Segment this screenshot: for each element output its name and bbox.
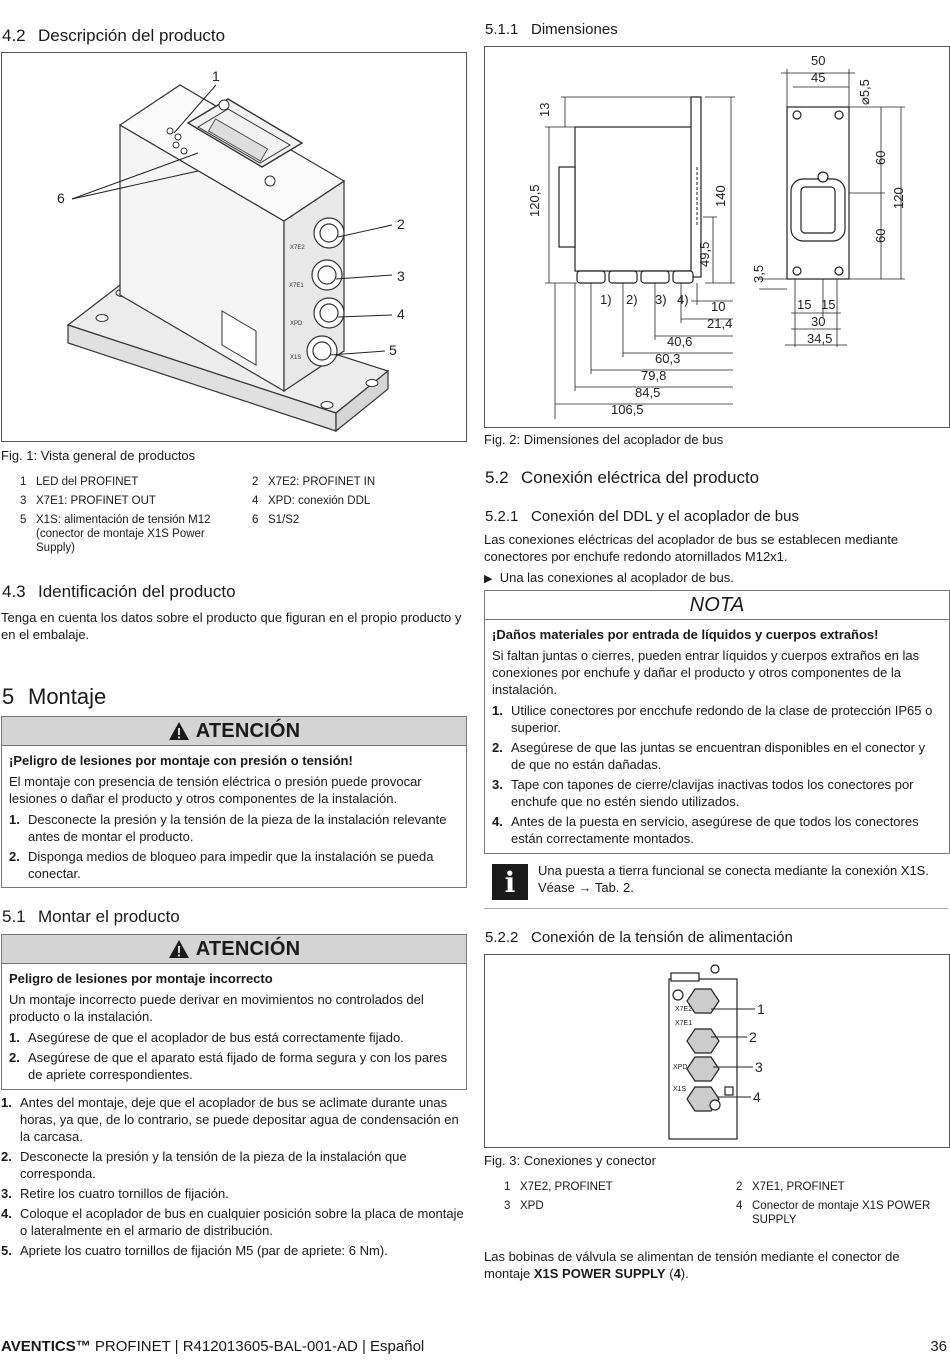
notice-text: Si faltan juntas o cierres, pueden entrar líquidos y cuerpos extraños en las conexiones por enchufe y dañar el producto y otros componentes de la instalación. (492, 648, 920, 697)
section-heading-4-2: 4.2 Descripción del producto (2, 26, 226, 45)
fig1-callout-2: 2 (397, 216, 405, 232)
port-label-xpd: XPD (673, 1064, 688, 1071)
section-heading-5-1-1: 5.1.1 Dimensiones (485, 21, 618, 38)
list-item: 2. Disponga medios de bloqueo para impedir que la instalación se pueda conectar. (9, 849, 434, 881)
figure-1-caption: Fig. 1: Vista general de productos (1, 448, 196, 463)
info-icon: i (492, 864, 528, 900)
figure-2-caption: Fig. 2: Dimensiones del acoplador de bus (484, 432, 724, 447)
action-instruction: ▶ Una las conexiones al acoplador de bus. (484, 570, 734, 585)
port-ref-3: 3) (655, 292, 667, 307)
list-item: 2. Asegúrese de que el aparato está fijado de forma segura y con los pares de apriete correspondientes. (9, 1050, 448, 1082)
dim-106-5: 106,5 (611, 402, 644, 417)
list-item: 1. Desconecte la presión y la tensión de la pieza de la instalación relevante antes de montar el producto. (9, 812, 447, 844)
dim-140: 140 (713, 185, 728, 207)
port-ref-2: 2) (626, 292, 638, 307)
fig1-callout-6: 6 (57, 190, 65, 206)
caution-steps (9, 1029, 459, 1083)
port-ref-1: 1) (600, 292, 612, 307)
dim-13: 13 (537, 102, 552, 117)
dim-10: 10 (711, 299, 726, 314)
fig1-callout-4: 4 (397, 306, 405, 322)
dim-50: 50 (811, 53, 826, 68)
figure-3-connections (484, 954, 950, 1148)
caution-box-pressure (1, 716, 467, 888)
page-number: 36 (930, 1338, 947, 1355)
fig3-callout-2: 2 (749, 1029, 757, 1045)
list-item: 4. Coloque el acoplador de bus en cualquier posición sobre la placa de montaje o lateralmente en el armario de distribución. (1, 1206, 464, 1238)
section-heading-5-2: 5.2 Conexión eléctrica del producto (485, 468, 760, 487)
paragraph-connections: Las conexiones eléctricas del acoplador de bus se establecen mediante conectores por enchufe redondo atornillados M12x1. (484, 532, 899, 564)
dim-30: 30 (811, 314, 826, 329)
dim-120-5: 120,5 (527, 184, 542, 217)
fig1-callout-3: 3 (397, 268, 405, 284)
port-label-x7e1: X7E1 (289, 283, 304, 289)
list-item: 4. Antes de la puesta en servicio, asegúrese de que todos los conectores están correctamente montados. (492, 814, 919, 846)
notice-steps (492, 702, 942, 847)
caution-text: El montaje con presencia de tensión eléctrica o presión puede provocar lesiones o dañar el producto y otros componentes de la instalación. (9, 774, 422, 806)
caution-text: Un montaje incorrecto puede derivar en movimientos no controlados del producto o la instalación. (9, 992, 424, 1024)
paragraph-identification: Tenga en cuenta los datos sobre el producto que figuran en el propio producto y en el embalaje. (1, 610, 462, 642)
port-label-x7e1: X7E1 (675, 1020, 693, 1027)
warning-triangle-icon (168, 939, 190, 959)
warning-triangle-icon (168, 721, 190, 741)
info-text: Una puesta a tierra funcional se conecta mediante la conexión X1S. Véase → Tab. 2. (538, 863, 929, 895)
list-item: 2. Desconecte la presión y la tensión de la pieza de la instalación que corresponda. (1, 1149, 407, 1181)
port-label-x1s: X1S (290, 355, 302, 361)
figure-1-legend: 1 LED del PROFINET 2 X7E2: PROFINET IN 3 X7E1: PROFINET OUT 4 XPD: conexión DDL 5 X1S: alimentación de tensión M12 (conector de montaje X1S Power Supply) 6 S1/S2 (20, 476, 376, 554)
page-footer: AVENTICS™ PROFINET | R412013605-BAL-001-AD | Español (1, 1338, 425, 1355)
port-label-x7e2: X7E2 (675, 1006, 693, 1013)
dim-60-top: 60 (873, 150, 888, 165)
port-label-xpd: XPD (290, 321, 303, 327)
section-heading-5-2-1: 5.2.1 Conexión del DDL y el acoplador de bus (485, 508, 799, 525)
connections-illustration (485, 955, 949, 1147)
notice-title: ¡Daños materiales por entrada de líquidos y cuerpos extraños! (492, 627, 879, 642)
figure-2-dimensions (484, 46, 950, 428)
fig1-callout-1: 1 (212, 68, 220, 84)
dim-34-5: 34,5 (807, 331, 833, 346)
dim-15-left: 15 (797, 297, 812, 312)
mounting-steps (1, 1094, 465, 1262)
caution-header: ATENCIÓN (2, 935, 466, 964)
port-label-x1s: X1S (673, 1086, 687, 1093)
caution-title: ¡Peligro de lesiones por montaje con presión o tensión! (9, 753, 353, 768)
fig3-callout-4: 4 (753, 1089, 761, 1105)
list-item: 1. Utilice conectores por encchufe redondo de la clase de protección IP65 o superior. (492, 703, 933, 735)
notice-box (484, 590, 950, 854)
section-heading-5-2-2: 5.2.2 Conexión de la tensión de alimentación (485, 929, 793, 946)
dim-15-right: 15 (821, 297, 836, 312)
fig1-callout-5: 5 (389, 342, 397, 358)
port-label-x7e2: X7E2 (290, 245, 305, 251)
dim-21-4: 21,4 (707, 316, 733, 331)
list-item: 5. Apriete los cuatro tornillos de fijación M5 (par de apriete: 6 Nm). (1, 1243, 388, 1258)
caution-title: Peligro de lesiones por montaje incorrecto (9, 971, 273, 986)
section-heading-4-3: 4.3 Identificación del producto (2, 582, 236, 601)
dim-45: 45 (811, 70, 826, 85)
dim-40-6: 40,6 (667, 334, 693, 349)
chapter-heading-5: 5 Montaje (2, 684, 107, 709)
notice-header: NOTA (485, 591, 949, 620)
fig3-callout-3: 3 (755, 1059, 763, 1075)
caution-box-mounting (1, 934, 467, 1090)
section-heading-5-1: 5.1 Montar el producto (2, 907, 180, 926)
figure-3-caption: Fig. 3: Conexiones y conector (484, 1153, 656, 1168)
caution-steps (9, 811, 459, 882)
arrow-right-icon: ▶ (484, 573, 493, 585)
list-item: 1. Antes del montaje, deje que el acoplador de bus se aclimate durante unas horas, ya que, de lo contrario, se puede depositar agua de condensación en la carcasa. (1, 1095, 459, 1144)
dim-60-3: 60,3 (655, 351, 681, 366)
list-item: 3. Tape con tapones de cierre/clavijas inactivas todos los conectores por enchufe que no estén siendo utilizados. (492, 777, 914, 809)
port-ref-4: 4) (677, 292, 689, 307)
dim-49-5: 49,5 (697, 241, 712, 267)
dim-3-5: 3,5 (751, 264, 766, 283)
product-overview-illustration (2, 53, 466, 441)
brand-name: AVENTICS™ (1, 1338, 91, 1355)
dim-120: 120 (891, 187, 906, 209)
dim-84-5: 84,5 (635, 385, 661, 400)
list-item: 1. Asegúrese de que el acoplador de bus está correctamente fijado. (9, 1030, 404, 1045)
info-note (484, 858, 948, 909)
list-item: 3. Retire los cuatro tornillos de fijación. (1, 1186, 229, 1201)
caution-header: ATENCIÓN (2, 717, 466, 746)
fig3-callout-1: 1 (757, 1001, 765, 1017)
dim-60-bottom: 60 (873, 228, 888, 243)
figure-3-legend: 1 X7E2, PROFINET 2 X7E1, PROFINET 3 XPD 4 Conector de montaje X1S POWER SUPPLY (504, 1181, 931, 1226)
list-item: 2. Asegúrese de que las juntas se encuentran disponibles en el conector y de que no están dañadas. (492, 740, 926, 772)
dimension-drawing (485, 47, 949, 427)
dim-79-8: 79,8 (641, 368, 667, 383)
paragraph-power-supply: Las bobinas de válvula se alimentan de tensión mediante el conector de montaje X1S POWER SUPPLY (4). (484, 1249, 900, 1281)
figure-1-product-overview (1, 52, 467, 442)
dim-dia-5-5: ⌀5,5 (857, 79, 872, 105)
